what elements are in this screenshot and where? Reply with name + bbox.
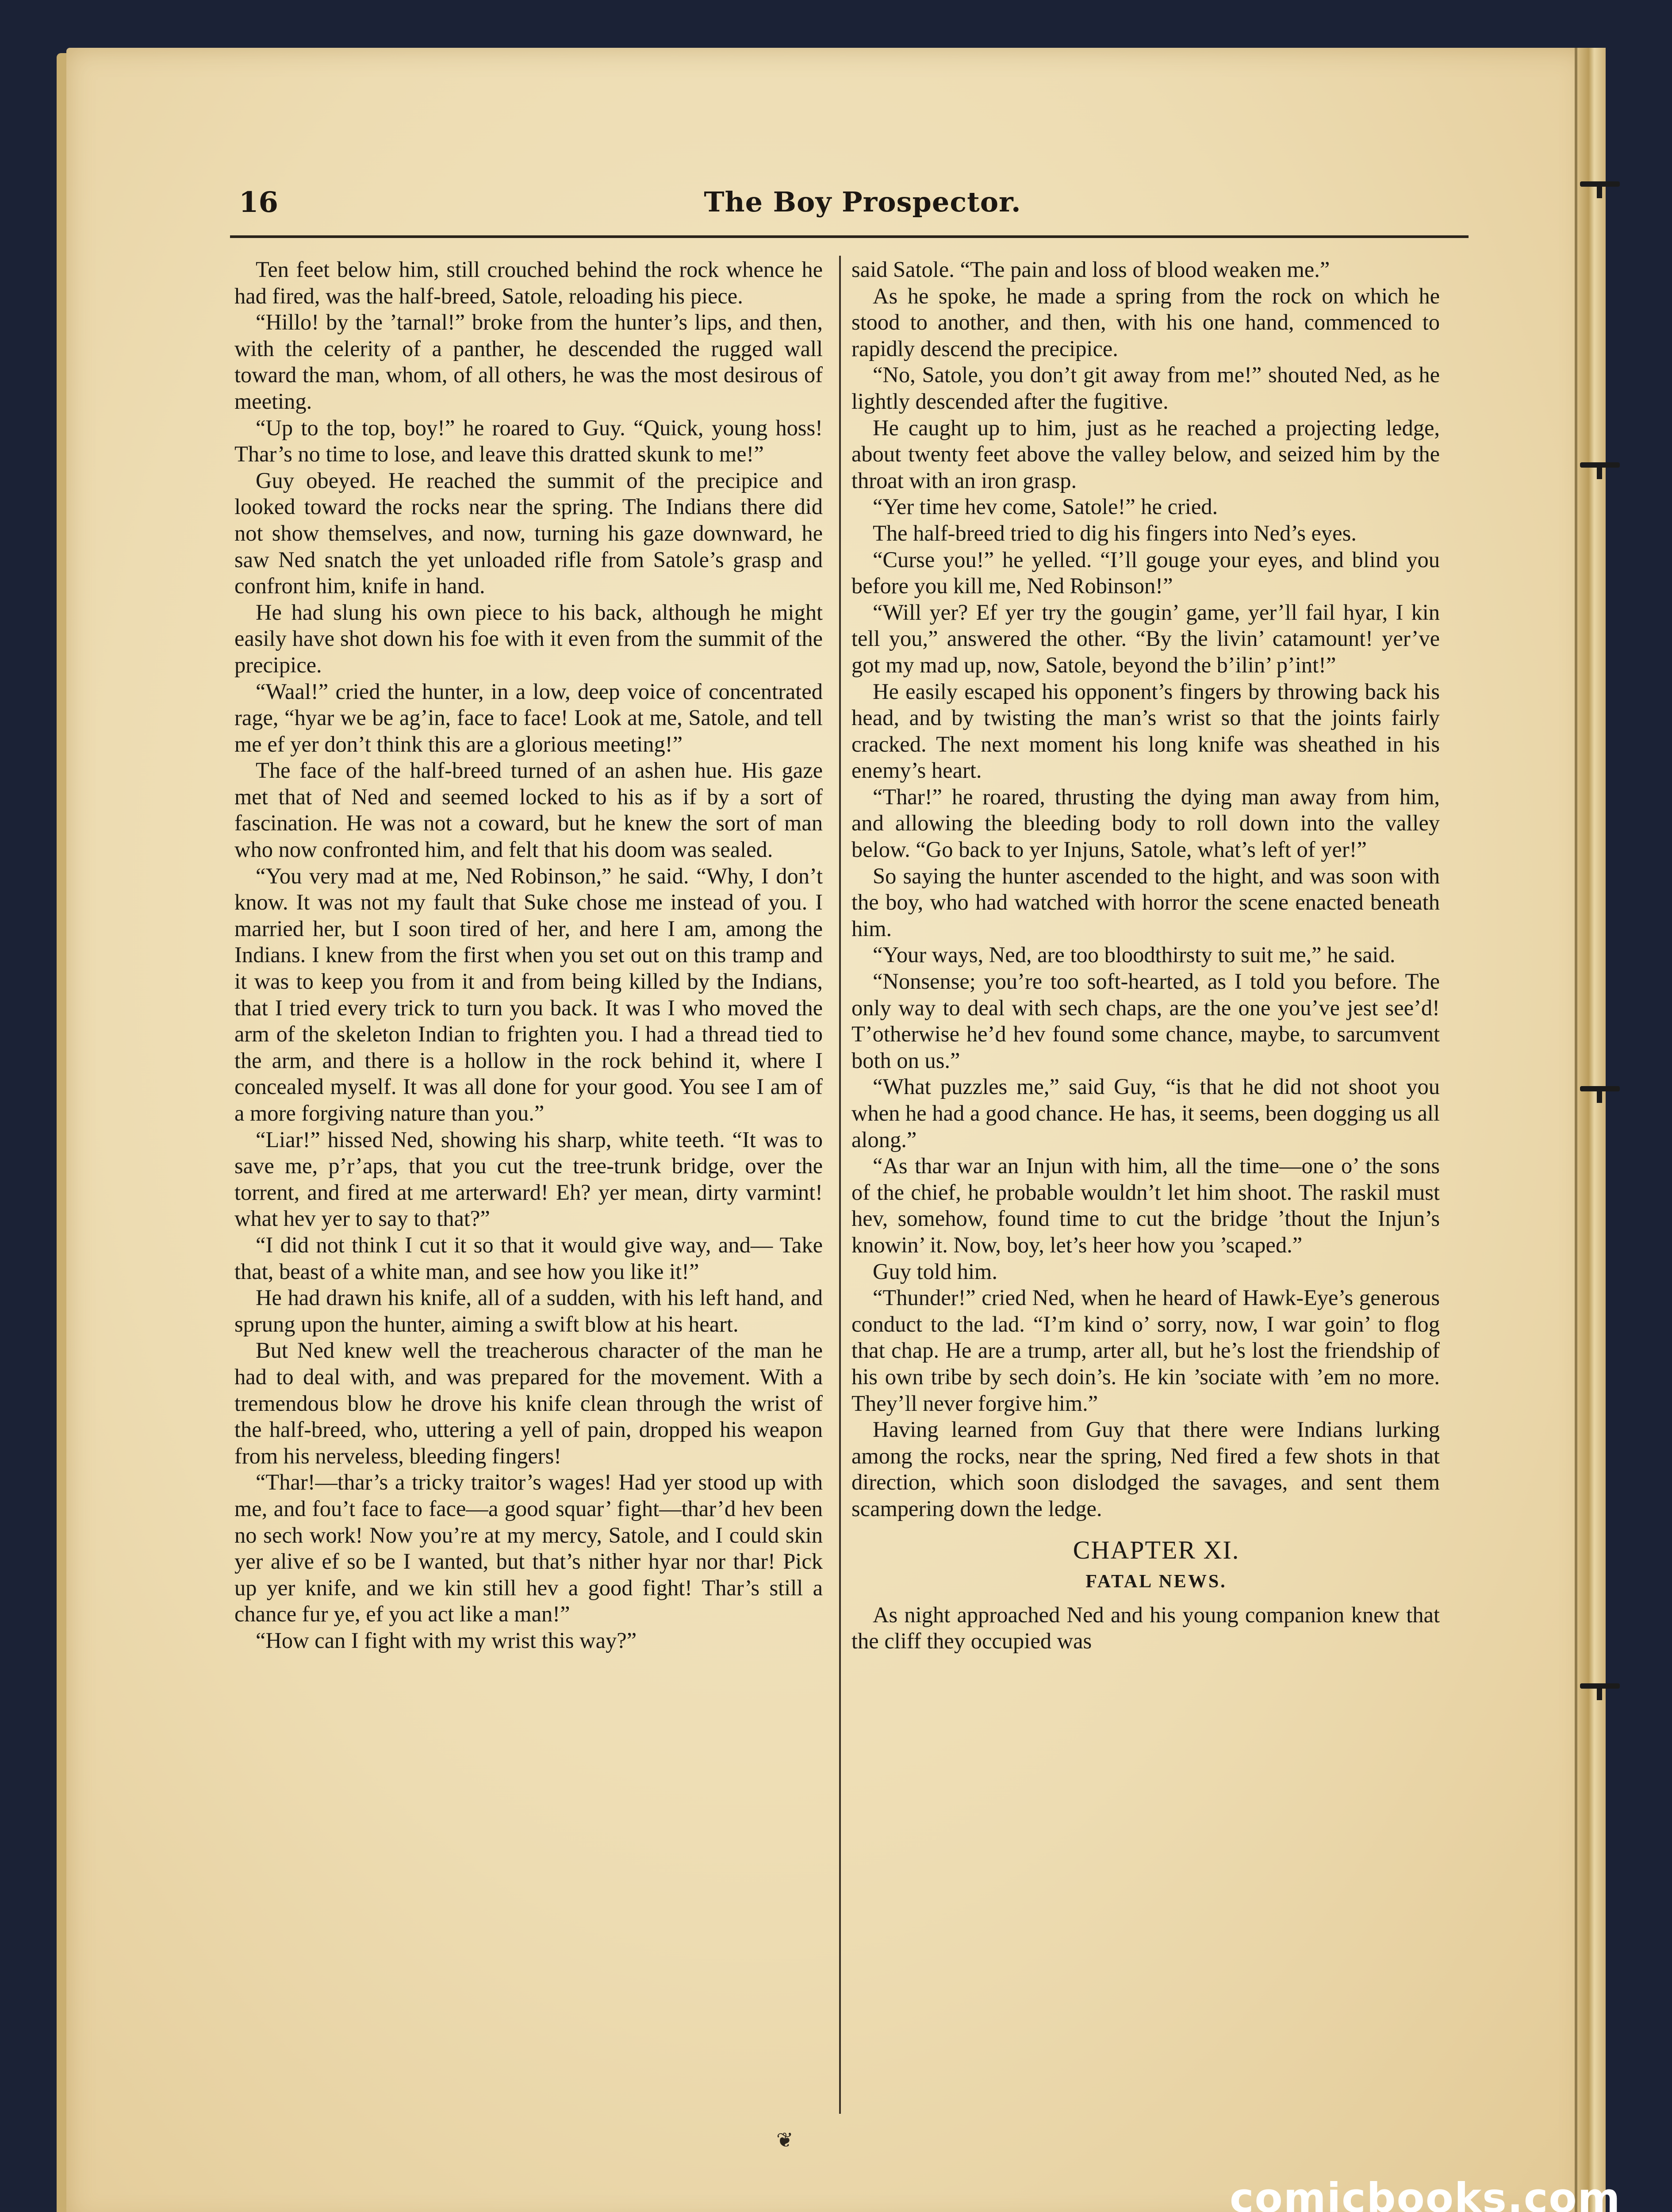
paragraph: “Thunder!” cried Ned, when he heard of Hawk-Eye’s generous conduct to the lad. “I’m kind o’ sorry, now, I war goin’ to flog that chap. He are a trump, arter all, but he’s lost the friendship of his own tribe by sech doin’s. He kin ’sociate with ’em no more. They’ll never forgive him.” — [851, 1285, 1440, 1416]
left-column — [234, 257, 823, 2128]
paragraph: “As thar war an Injun with him, all the time—one o’ the sons of the chief, he probable wouldn’t let him shoot. The raskil must hev, somehow, found time to cut the bridge ’thout the Injun’s knowin’ it. Now, boy, let’s heer how you ’scaped.” — [851, 1153, 1440, 1257]
binding-staple — [1580, 462, 1620, 468]
paragraph: “Your ways, Ned, are too bloodthirsty to suit me,” he said. — [873, 942, 1396, 968]
paragraph: “Hillo! by the ’tarnal!” broke from the hunter’s lips, and then, with the celerity of a panther, he descended the rugged wall toward the man, whom, of all others, he was the most desirous of meeting. — [234, 310, 823, 414]
watermark: comicbooks.com — [1230, 2174, 1621, 2212]
paragraph: said Satole. “The pain and loss of blood weaken me.” — [851, 257, 1330, 282]
footer-ornament: ❦ — [776, 2128, 794, 2152]
chapter-heading: CHAPTER XI. — [1073, 1535, 1240, 1564]
paragraph: “Thar!” he roared, thrusting the dying man away from him, and allowing the bleeding body to roll down into the valley below. “Go back to yer Injuns, Satole, what’s left of yer!” — [851, 784, 1440, 862]
paragraph: “Nonsense; you’re too soft-hearted, as I told you before. The only way to deal with sech chaps, are the one you’ve jest see’d! T’otherwise he’d hev found some chance, maybe, to sarcumvent both on us.” — [851, 969, 1440, 1073]
paragraph: “Liar!” hissed Ned, showing his sharp, white teeth. “It was to save me, p’r’aps, that you cut the tree-trunk bridge, over the torrent, and fired at me arterward! Eh? yer mean, dirty varmint! what hev yer to say to that?” — [234, 1127, 823, 1231]
running-header — [239, 186, 1486, 230]
paragraph: “What puzzles me,” said Guy, “is that he did not shoot you when he had a good chance. He has, it seems, been dogging us all along.” — [851, 1074, 1440, 1152]
paragraph: Ten feet below him, still crouched behind the rock whence he had fired, was the half-breed, Satole, reloading his piece. — [234, 257, 823, 308]
right-column-paragraphs — [851, 257, 1440, 1522]
paragraph: He had drawn his knife, all of a sudden, with his left hand, and sprung upon the hunter, aiming a swift blow at his heart. — [234, 1285, 823, 1336]
paragraph: But Ned knew well the treacherous character of the man he had to deal with, and was prepared for the movement. With a tremendous blow he drove his knife clean through the wrist of the half-breed, who, uttering a yell of pain, dropped his weapon from his nerveless, bleeding fingers! — [234, 1338, 823, 1468]
paragraph: Guy obeyed. He reached the summit of the precipice and looked toward the rocks near the spring. The Indians there did not show themselves, and now, turning his gaze downward, he saw Ned snatch the yet unloaded rifle from Satole’s grasp and confront him, knife in hand. — [234, 468, 823, 599]
page-number: 16 — [239, 186, 279, 219]
paragraph: Guy told him. — [873, 1259, 997, 1284]
paragraph: He had slung his own piece to his back, although he might easily have shot down his foe with it even from the summit of the precipice. — [234, 599, 823, 677]
paragraph: The face of the half-breed turned of an ashen hue. His gaze met that of Ned and seemed locked to his as if by a sort of fascination. He was not a coward, but he knew the sort of man who now confronted him, and felt that his doom was sealed. — [234, 758, 823, 862]
paragraph: “Yer time hev come, Satole!” he cried. — [873, 494, 1218, 519]
paragraph: As night approached Ned and his young companion knew that the cliff they occupied was — [851, 1602, 1440, 1654]
binding-spine — [1575, 48, 1606, 2212]
paragraph: “Waal!” cried the hunter, in a low, deep voice of concentrated rage, “hyar we be ag’in, face to face! Look at me, Satole, and tell me ef yer don’t think this are a glorious meeting!” — [234, 679, 823, 757]
paragraph: “No, Satole, you don’t git away from me!” shouted Ned, as he lightly descended after the fugitive. — [851, 362, 1440, 414]
paragraph: “You very mad at me, Ned Robinson,” he said. “Why, I don’t know. It was not my fault that Suke chose me instead of you. I married her, but I soon tired of her, and here I am, among the Indians. I knew from the first when you set out on this tramp and it was to keep you from it and from being killed by the Indians, that I tried every trick to turn you back. It was I who moved the arm of the skeleton Indian to frighten you. I had a thread tied to the arm, and there is a hollow in the rock behind it, where I concealed myself. It was all done for your good. You see I am of a more forgiving nature than you.” — [234, 863, 823, 1125]
binding-staple — [1580, 181, 1620, 187]
column-rule — [839, 256, 841, 2114]
paragraph: “Up to the top, boy!” he roared to Guy. “Quick, young hoss! Thar’s no time to lose, and leave this dratted skunk to me!” — [234, 415, 823, 467]
paragraph: “How can I fight with my wrist this way?” — [256, 1628, 637, 1653]
paragraph: Having learned from Guy that there were Indians lurking among the rocks, near the spring, Ned fired a few shots in that direction, which soon dislodged the savages, and sent them scampering down the ledge. — [851, 1417, 1440, 1521]
paragraph: “I did not think I cut it so that it would give way, and— Take that, beast of a white man, and see how you like it!” — [234, 1232, 823, 1284]
running-title: The Boy Prospector. — [704, 186, 1021, 218]
binding-staple — [1580, 1086, 1620, 1091]
paragraph: As he spoke, he made a spring from the rock on which he stood to another, and then, with his one hand, commenced to rapidly descend the precipice. — [851, 283, 1440, 361]
binding-staple — [1580, 1683, 1620, 1689]
paragraph: He easily escaped his opponent’s fingers by throwing back his head, and by twisting the man’s wrist so that the joints fairly cracked. The next moment his long knife was sheathed in his enemy’s heart. — [851, 679, 1440, 783]
paragraph: The half-breed tried to dig his fingers into Ned’s eyes. — [873, 520, 1357, 545]
paragraph: So saying the hunter ascended to the hight, and was soon with the boy, who had watched with horror the scene enacted beneath him. — [851, 863, 1440, 941]
paragraph: He caught up to him, just as he reached a projecting ledge, about twenty feet above the valley below, and seized him by the throat with an iron grasp. — [851, 415, 1440, 493]
header-rule — [230, 235, 1469, 238]
chapter-opening-paragraphs — [851, 1602, 1440, 1655]
chapter-subtitle: FATAL NEWS. — [1085, 1571, 1227, 1592]
paragraph: “Thar!—thar’s a tricky traitor’s wages! Had yer stood up with me, and fou’t face to face—a good squar’ fight—thar’d hev been no sech work! Now you’re at my mercy, Satole, and I could skin yer alive ef so be I wanted, but that’s nither hyar nor thar! Pick up yer knife, and we kin still hev a good fight! Thar’s still a chance fur ye, ef you act like a man!” — [234, 1470, 823, 1627]
paragraph: “Curse you!” he yelled. “I’ll gouge your eyes, and blind you before you kill me, Ned Robinson!” — [851, 547, 1440, 599]
right-column — [851, 257, 1440, 2128]
paragraph: “Will yer? Ef yer try the gougin’ game, yer’ll fail hyar, I kin tell you,” answered the other. “By the livin’ catamount! yer’ve got my mad up, now, Satole, beyond the b’ilin’ p’int!” — [851, 599, 1440, 677]
